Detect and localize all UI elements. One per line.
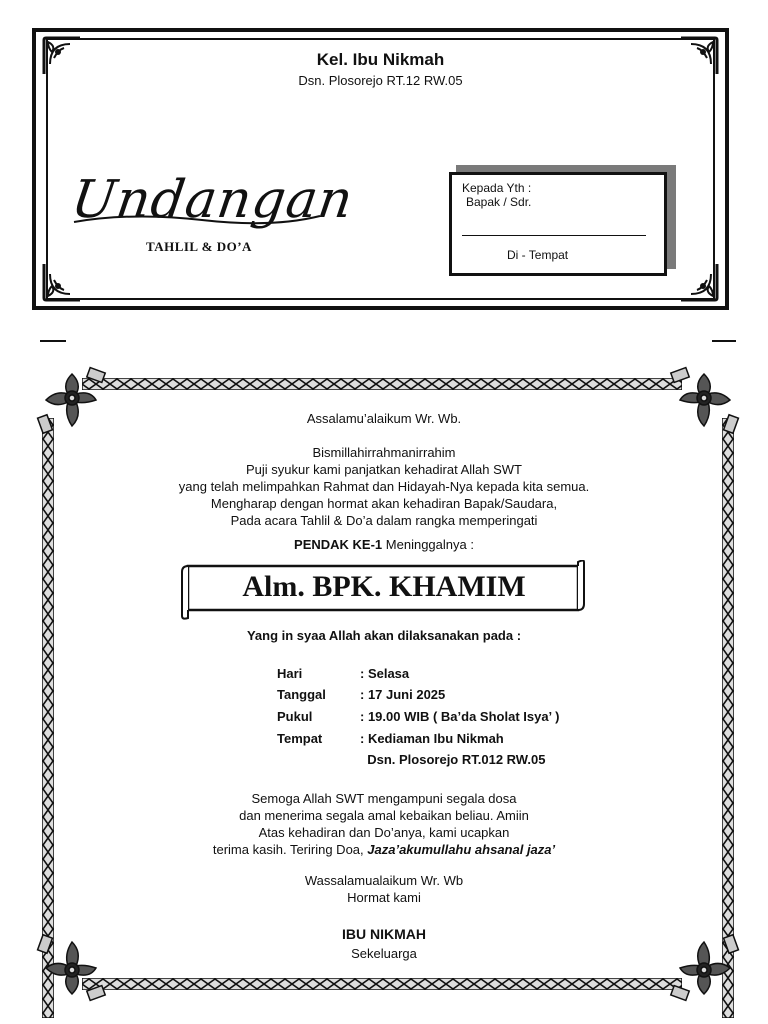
cut-mark-right [712, 340, 736, 342]
chain-border-bottom [82, 978, 682, 990]
detail-value: : Selasa [360, 666, 410, 681]
opening-line: Puji syukur kami panjatkan kehadirat Allah SWT [245, 462, 522, 477]
batik-flower-ornament-icon [36, 932, 108, 1004]
prayer-paragraph [100, 790, 668, 858]
sender-address: Dsn. Plosorejo RT.12 RW.05 [298, 73, 463, 88]
deceased-name: Alm. BPK. KHAMIM [242, 570, 526, 603]
closing-line: Hormat kami [347, 890, 421, 905]
signature-name: IBU NIKMAH [342, 926, 426, 942]
occasion-title: PENDAK KE-1 [294, 537, 383, 552]
event-intro: Yang in syaa Allah akan dilaksanakan pada : [246, 628, 522, 643]
recipient-salutation: Kepada Yth : [462, 181, 532, 195]
invitation-subtitle: TAHLIL & DO’A [146, 239, 252, 254]
opening-line: yang telah melimpahkan Rahmat dan Hidayah-Nya kepada kita semua. [178, 479, 590, 494]
detail-value: : 17 Juni 2025 [360, 687, 446, 702]
detail-label: Pukul [277, 709, 313, 724]
opening-line: Mengharap dengan hormat akan kehadiran Bapak/Saudara, [210, 496, 558, 511]
recipient-name-line [462, 235, 646, 236]
title-swash-icon [72, 208, 322, 228]
detail-label: Tempat [277, 731, 323, 746]
sender-name: Kel. Ibu Nikmah [316, 50, 445, 69]
cut-mark-left [40, 340, 66, 342]
batik-flower-ornament-icon [668, 364, 740, 436]
corner-flourish-icon [677, 260, 721, 304]
prayer-line: Atas kehadiran dan Do’anya, kami ucapkan [258, 825, 510, 840]
prayer-last-prefix: terima kasih. Teriring Doa, [212, 842, 364, 857]
closing-line: Wassalamualaikum Wr. Wb [304, 873, 464, 888]
chain-border-top [82, 378, 682, 390]
greeting: Assalamu’alaikum Wr. Wb. [306, 411, 462, 426]
closing-paragraph [100, 872, 668, 906]
opening-line: Bismillahirrahmanirrahim [312, 445, 456, 460]
occasion-line [100, 536, 668, 553]
occasion-rest: Meninggalnya : [385, 537, 474, 552]
opening-line: Pada acara Tahlil & Do’a dalam rangka memperingati [230, 513, 538, 528]
detail-label: Hari [277, 666, 303, 681]
detail-value: Dsn. Plosorejo RT.012 RW.05 [360, 752, 546, 767]
recipient-address-box [449, 172, 667, 276]
batik-flower-ornament-icon [668, 932, 740, 1004]
signature-sub: Sekeluarga [351, 946, 417, 961]
prayer-line: Semoga Allah SWT mengampuni segala dosa [251, 791, 517, 806]
prayer-doa: Jaza’akumullahu ahsanal jaza’ [367, 842, 556, 857]
prayer-line [100, 841, 668, 858]
envelope [32, 28, 729, 310]
batik-flower-ornament-icon [36, 364, 108, 436]
corner-flourish-icon [40, 260, 84, 304]
recipient-place: Di - Tempat [507, 248, 569, 262]
detail-value: : Kediaman Ibu Nikmah [360, 731, 504, 746]
opening-paragraph [100, 444, 668, 529]
recipient-title: Bapak / Sdr. [466, 195, 532, 209]
detail-label: Tanggal [277, 687, 326, 702]
detail-value: : 19.00 WIB ( Ba’da Sholat Isya’ ) [360, 709, 560, 724]
prayer-line: dan menerima segala amal kebaikan beliau. Amiin [239, 808, 529, 823]
invitation-script-title: Undangan [67, 170, 358, 230]
